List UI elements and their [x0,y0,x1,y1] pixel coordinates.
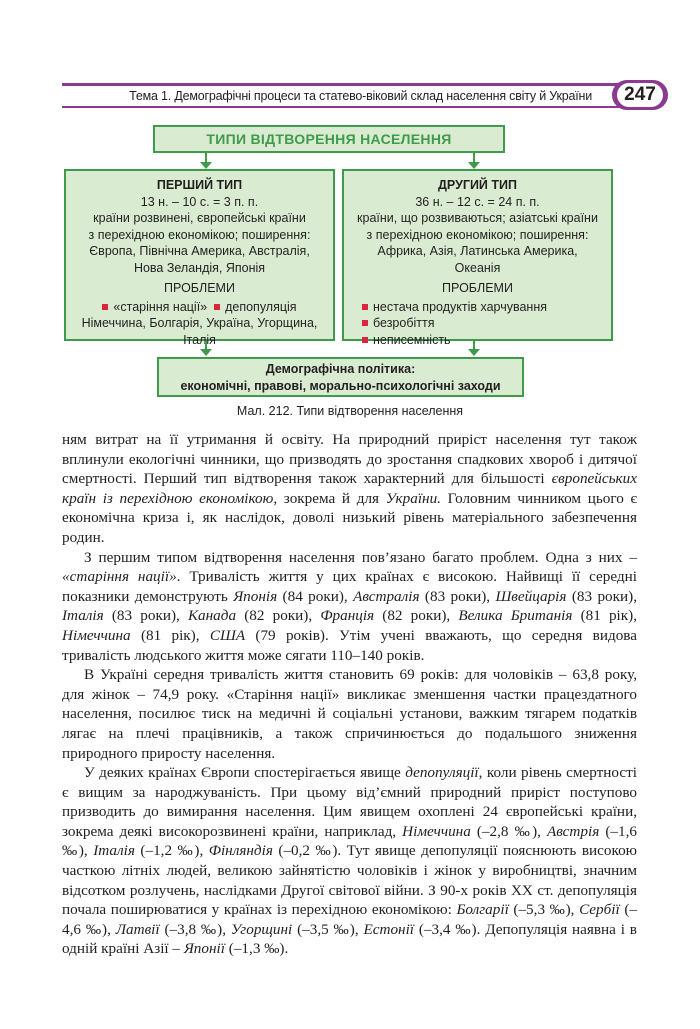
page-number: 247 [617,83,663,107]
body-text [62,430,637,959]
bullet-icon [362,304,368,310]
type1-countries: Німеччина, Болгарія, Україна, Угорщина, [81,316,318,330]
bullet-icon [214,304,220,310]
policy-box [157,357,524,397]
list-item: неписемність [362,332,611,349]
header-rule-bottom [62,106,630,108]
type2-problems-label: ПРОБЛЕМИ [442,281,513,295]
type2-line: країни, що розвиваються; азіатські країни [357,211,598,225]
type1-line: Нова Зеландія, Японія [133,260,266,275]
type1-formula: 13 н. – 10 с. = 3 п. п. [140,194,259,209]
paragraph: В Україні середня тривалість життя становить 69 років: для чоловіків – 63,8 року, для жінок – 74,9 року. «Старіння нації» викликає зменшення частки працездатного населення, посилює тиск на медичні й соціальні установи, важким тягарем податків лягає на плечі працівників, а також спричинюється до подальшого зниження природного приросту населення. [62,666,637,762]
type1-line: з перехідною економікою; поширення: [88,227,311,242]
bullet-icon [102,304,108,310]
diagram-title: ТИПИ ВІДТВОРЕННЯ НАСЕЛЕННЯ [153,125,505,153]
type2-line: Африка, Азія, Латинська Америка, [377,244,578,258]
type1-countries: Італія [183,332,216,347]
policy-measures: економічні, правові, морально-психологічні заходи [180,379,501,393]
type1-problem-aging: «старіння нації» [113,299,208,314]
type2-name: ДРУГИЙ ТИП [438,178,517,192]
type2-formula: 36 н. – 12 с. = 24 п. п. [415,194,540,209]
type2-box [342,169,613,347]
type1-problem-depopulation: депопуляція [225,299,297,314]
type1-problems-label: ПРОБЛЕМИ [164,281,235,295]
list-item: безробіття [362,315,611,332]
type1-line: країни розвинені, європейські країни [93,211,306,225]
header-title: Тема 1. Демографічні процеси та статево-віковий склад населення світу й України [129,89,592,103]
page-number-badge [612,80,668,110]
list-item: нестача продуктів харчування [362,299,611,316]
type1-box [64,169,335,347]
figure-caption: Мал. 212. Типи відтворення населення [236,404,464,418]
type1-problems [66,299,333,316]
paragraph: У деяких країнах Європи спостерігається явище депопуляції, коли рівень смертності є вищим за народжуваність. При цьому від’ємний природний приріст поступово призводить до вимирання населення. Цим явищем охоплені 24 європейські країни, зокрема деякі високорозвинені країни, наприклад, Німеччина (–2,8 ‰), Австрія (–1,6 ‰), Італія (–1,2 ‰), Фінляндія (–0,2 ‰). Тут явище депопуляції пояснюють високою часткою літніх людей, великою зайнятістю чоловіків і жінок у виробництві, значним відсотком розлучень, наслідками Другої світової війни. З 90-х років ХХ ст. депопуляція почала поширюватися у країнах із перехідною економікою: Болгарії (–5,3 ‰), Сербії (–4,6 ‰), Латвії (–3,8 ‰), Угорщині (–3,5 ‰), Естонії (–3,4 ‰). Депопуляція наявна і в одній країні Азії – Японії (–1,3 ‰). [62,764,638,958]
type2-line: з перехідною економікою; поширення: [366,227,589,242]
paragraph: З першим типом відтворення населення пов’язано багато проблем. Одна з них – «старіння нації». Тривалість життя у цих країнах є високою. Найвищі її середні показники демонструють Японія (84 роки), Австралія (83 роки), Швейцарія (83 роки), Італія (83 роки), Канада (82 роки), Франція (82 роки), Велика Британія (81 рік), Німеччина (81 рік), США (79 років). Утім учені вважають, що середня видова тривалість людського життя може сягати 110–140 років. [62,548,638,664]
type2-line: Океанія [454,260,501,275]
type1-line: Європа, Північна Америка, Австралія, [89,244,310,258]
policy-title: Демографічна політика: [265,362,416,376]
paragraph: ням витрат на її утримання й освіту. На природний приріст населення тут також вплинули екологічні чинники, що призводять до зростання спадкових хвороб і дитячої смертності. Перший тип відтворення також характерний для більшості європейських країн із перехідною економікою, зокрема й для України. Головним чинником цього є економічна криза і, як наслідок, доволі низький рівень матеріального забезпечення родин. [62,431,637,546]
header-rule-top [62,83,630,86]
type1-name: ПЕРШИЙ ТИП [156,178,243,192]
bullet-icon [362,320,368,326]
arrows-bottom [0,339,700,359]
